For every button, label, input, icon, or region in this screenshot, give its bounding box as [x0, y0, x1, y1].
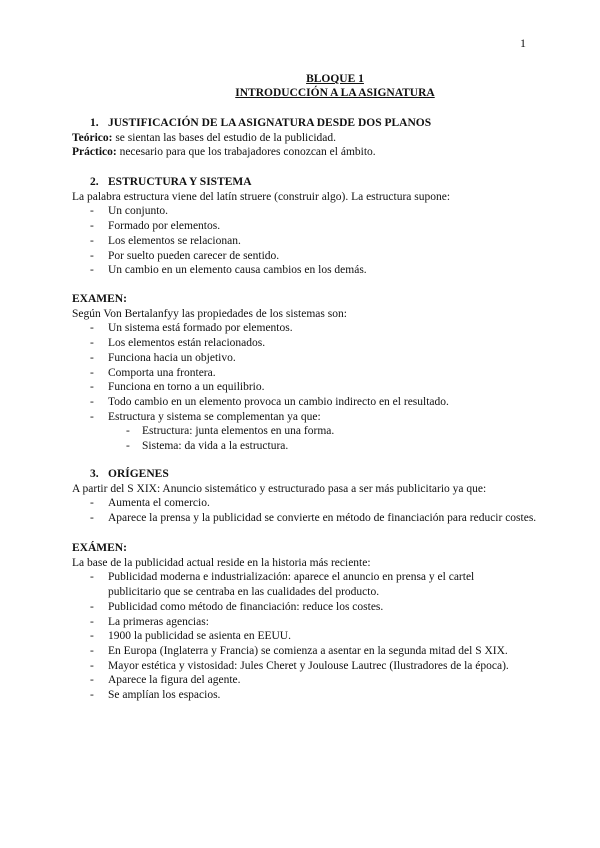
- bloque-title: BLOQUE 1: [306, 73, 364, 85]
- teorico-label: Teórico:: [72, 131, 113, 144]
- list-item: - Funciona hacia un objetivo.: [72, 351, 449, 366]
- list-item: - Mayor estética y vistosidad: Jules Cheret y Joulouse Lautrec (Ilustradores de la época).: [72, 659, 528, 674]
- list-item: - Estructura y sistema se complementan ya que:: [72, 410, 449, 425]
- examen-1-sublist: [72, 424, 449, 453]
- list-item: - Publicidad moderna e industrialización: aparece el anuncio en prensa y el cartel publicitario que se centraba en las cualidades del producto.: [72, 570, 528, 599]
- list-item: - Comporta una frontera.: [72, 366, 449, 381]
- section-1-number: 1.: [90, 117, 99, 129]
- examen-2-title: EXÁMEN:: [72, 542, 127, 554]
- list-item: - Los elementos se relacionan.: [72, 234, 450, 249]
- practico-label: Práctico:: [72, 146, 117, 159]
- page-number: 1: [520, 36, 526, 50]
- list-item: - Formado por elementos.: [72, 219, 450, 234]
- section-3-number: 3.: [90, 468, 99, 480]
- examen-1-list: [72, 321, 449, 424]
- list-item: - Aparece la prensa y la publicidad se convierte en método de financiación para reducir costes.: [72, 511, 536, 526]
- practico-line: [72, 145, 431, 160]
- teorico-line: [72, 131, 431, 146]
- list-item: - En Europa (Inglaterra y Francia) se comienza a asentar en la segunda mitad del S XIX.: [72, 644, 528, 659]
- list-item: - Aparece la figura del agente.: [72, 673, 528, 688]
- list-item: - 1900 la publicidad se asienta en EEUU.: [72, 629, 528, 644]
- list-item: - Por suelto pueden carecer de sentido.: [72, 249, 450, 264]
- list-item: - Todo cambio en un elemento provoca un cambio indirecto en el resultado.: [72, 395, 449, 410]
- section-3-title: ORÍGENES: [108, 468, 169, 480]
- section-2-title: ESTRUCTURA Y SISTEMA: [108, 176, 252, 188]
- section-3-list: [72, 496, 536, 525]
- examen-2-intro: La base de la publicidad actual reside en la historia más reciente:: [72, 556, 371, 569]
- teorico-text: se sientan las bases del estudio de la publicidad.: [112, 131, 337, 144]
- document-title-block: [0, 72, 600, 100]
- examen-1-title: EXAMEN:: [72, 293, 127, 305]
- list-item: - Aumenta el comercio.: [72, 496, 536, 511]
- section-2: [72, 175, 450, 278]
- section-2-list: [72, 204, 450, 278]
- examen-1: [72, 292, 449, 454]
- list-item: - La primeras agencias:: [72, 615, 528, 630]
- section-2-intro: La palabra estructura viene del latín struere (construir algo). La estructura supone:: [72, 190, 451, 203]
- list-item: - Los elementos están relacionados.: [72, 336, 449, 351]
- sub-list-item: - Estructura: junta elementos en una forma.: [72, 424, 449, 439]
- list-item: - Un cambio en un elemento causa cambios en los demás.: [72, 263, 450, 278]
- examen-1-intro: Según Von Bertalanfyy las propiedades de los sistemas son:: [72, 307, 347, 320]
- bloque-subtitle: INTRODUCCIÓN A LA ASIGNATURA: [235, 87, 435, 99]
- section-2-heading: [72, 175, 450, 190]
- section-2-number: 2.: [90, 176, 99, 188]
- list-item: - Un sistema está formado por elementos.: [72, 321, 449, 336]
- section-1: [72, 116, 431, 160]
- section-1-title: JUSTIFICACIÓN DE LA ASIGNATURA DESDE DOS PLANOS: [108, 117, 432, 129]
- list-item: - Se amplían los espacios.: [72, 688, 528, 703]
- list-item: - Funciona en torno a un equilibrio.: [72, 380, 449, 395]
- examen-2-list: [72, 570, 528, 702]
- sub-list-item: - Sistema: da vida a la estructura.: [72, 439, 449, 454]
- examen-2: [72, 541, 528, 703]
- list-item: - Publicidad como método de financiación: reduce los costes.: [72, 600, 528, 615]
- section-3-heading: [72, 467, 536, 482]
- list-item: - Un conjunto.: [72, 204, 450, 219]
- section-1-heading: [72, 116, 431, 131]
- section-3-intro: A partir del S XIX: Anuncio sistemático y estructurado pasa a ser más publicitario ya que:: [72, 482, 487, 495]
- practico-text: necesario para que los trabajadores conozcan el ámbito.: [116, 146, 376, 159]
- section-3: [72, 467, 536, 526]
